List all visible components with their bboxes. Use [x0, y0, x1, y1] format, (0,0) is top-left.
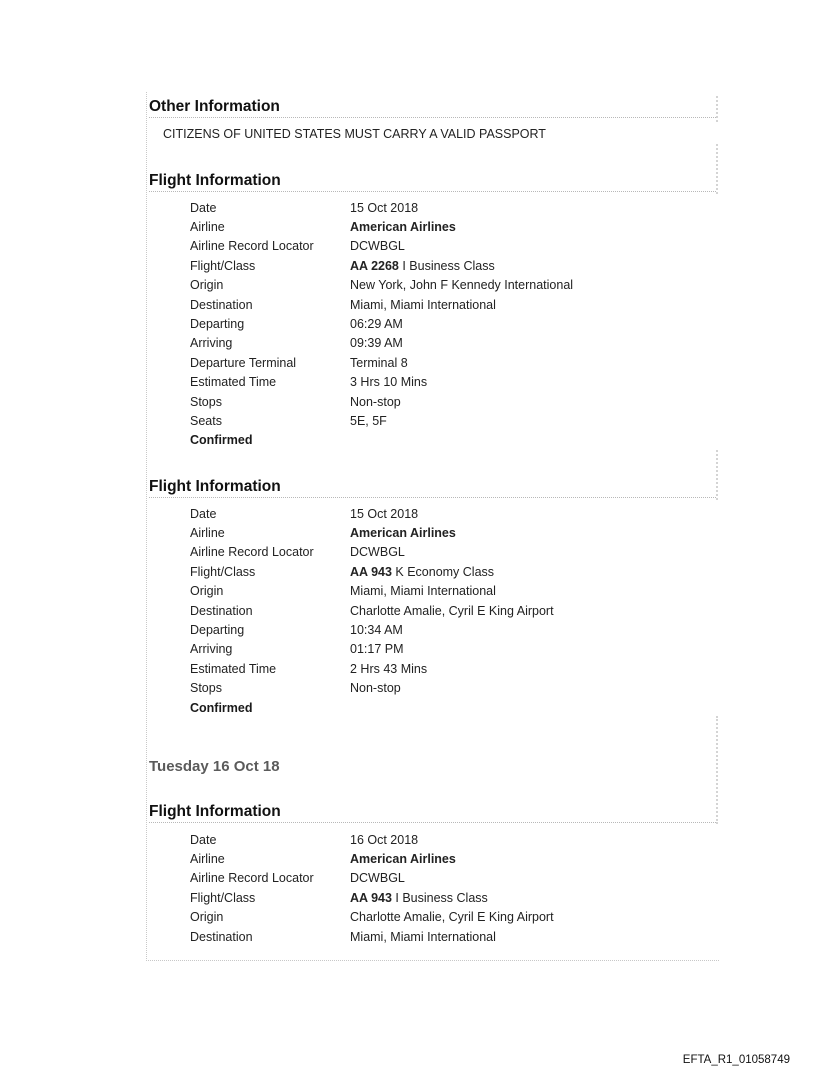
cabin-class: K Economy Class	[391, 564, 495, 579]
locator-row	[190, 543, 710, 562]
destination-row	[190, 295, 710, 314]
flight-information-title: Flight Information	[149, 803, 716, 823]
stops-row	[190, 392, 710, 411]
locator-value: DCWBGL	[350, 545, 405, 560]
airline-value: American Airlines	[350, 526, 456, 541]
flight-number: AA 2268	[350, 258, 399, 273]
status-confirmed: Confirmed	[190, 433, 253, 448]
date-label: Date	[190, 506, 217, 521]
flight-class-value	[350, 891, 710, 905]
arriving-row	[190, 334, 710, 353]
flight-class-label: Flight/Class	[190, 890, 256, 905]
arriving-label: Arriving	[190, 642, 233, 657]
arriving-value: 09:39 AM	[350, 336, 403, 351]
origin-label: Origin	[190, 910, 224, 925]
estimated-time-row	[190, 659, 710, 678]
origin-label: Origin	[190, 584, 224, 599]
origin-value: Miami, Miami International	[350, 584, 496, 599]
flight-details-3	[190, 830, 710, 946]
origin-row	[190, 582, 710, 601]
airline-label: Airline	[190, 220, 225, 235]
date-label: Date	[190, 832, 217, 847]
airline-row	[190, 849, 710, 868]
locator-row	[190, 237, 710, 256]
airline-value: American Airlines	[350, 220, 456, 235]
day-heading: Tuesday 16 Oct 18	[149, 758, 280, 775]
airline-value: American Airlines	[350, 852, 456, 867]
locator-value: DCWBGL	[350, 239, 405, 254]
terminal-value: Terminal 8	[350, 355, 408, 370]
departing-label: Departing	[190, 623, 245, 638]
divider	[716, 144, 718, 194]
flight-class-row	[190, 888, 710, 907]
date-value: 15 Oct 2018	[350, 506, 419, 521]
stops-row	[190, 679, 710, 698]
date-value: 16 Oct 2018	[350, 832, 419, 847]
date-row	[190, 830, 710, 849]
destination-label: Destination	[190, 929, 253, 944]
flight-class-value	[350, 565, 710, 579]
flight-class-label: Flight/Class	[190, 258, 256, 273]
locator-value: DCWBGL	[350, 871, 405, 886]
flight-class-row	[190, 256, 710, 275]
origin-row	[190, 276, 710, 295]
flight-information-title: Flight Information	[149, 478, 716, 498]
airline-label: Airline	[190, 852, 225, 867]
flight-class-value	[350, 259, 710, 273]
departing-label: Departing	[190, 317, 245, 332]
flight-number: AA 943	[350, 890, 392, 905]
departing-row	[190, 620, 710, 639]
airline-row	[190, 217, 710, 236]
passport-notice: CITIZENS OF UNITED STATES MUST CARRY A VALID PASSPORT	[163, 127, 546, 141]
locator-row	[190, 869, 710, 888]
destination-row	[190, 927, 710, 946]
airline-row	[190, 523, 710, 542]
date-value: 15 Oct 2018	[350, 200, 419, 215]
divider	[716, 450, 718, 500]
flight-details-1	[190, 198, 710, 450]
departing-row	[190, 314, 710, 333]
seats-row	[190, 411, 710, 430]
divider	[716, 716, 718, 824]
flight-number: AA 943	[350, 564, 392, 579]
origin-value: Charlotte Amalie, Cyril E King Airport	[350, 910, 554, 925]
estimated-time-label: Estimated Time	[190, 375, 277, 390]
origin-value: New York, John F Kennedy International	[350, 278, 574, 293]
departing-value: 10:34 AM	[350, 623, 403, 638]
destination-label: Destination	[190, 603, 253, 618]
origin-label: Origin	[190, 278, 224, 293]
date-label: Date	[190, 200, 217, 215]
departing-value: 06:29 AM	[350, 317, 403, 332]
cabin-class: I Business Class	[391, 890, 488, 905]
status-confirmed: Confirmed	[190, 700, 253, 715]
arriving-value: 01:17 PM	[350, 642, 404, 657]
seats-value: 5E, 5F	[350, 413, 387, 428]
estimated-time-value: 3 Hrs 10 Mins	[350, 375, 428, 390]
divider	[716, 96, 718, 122]
flight-information-title: Flight Information	[149, 172, 716, 192]
flight-details-2	[190, 504, 710, 717]
locator-label: Airline Record Locator	[190, 239, 314, 254]
document-id: EFTA_R1_01058749	[682, 1054, 790, 1066]
terminal-label: Departure Terminal	[190, 355, 297, 370]
seats-label: Seats	[190, 413, 222, 428]
estimated-time-label: Estimated Time	[190, 661, 277, 676]
estimated-time-value: 2 Hrs 43 Mins	[350, 661, 428, 676]
date-row	[190, 198, 710, 217]
destination-value: Charlotte Amalie, Cyril E King Airport	[350, 603, 554, 618]
stops-value: Non-stop	[350, 394, 401, 409]
locator-label: Airline Record Locator	[190, 871, 314, 886]
stops-label: Stops	[190, 394, 222, 409]
date-row	[190, 504, 710, 523]
terminal-row	[190, 353, 710, 372]
stops-value: Non-stop	[350, 681, 401, 696]
airline-label: Airline	[190, 526, 225, 541]
destination-value: Miami, Miami International	[350, 929, 496, 944]
destination-value: Miami, Miami International	[350, 297, 496, 312]
arriving-row	[190, 640, 710, 659]
cabin-class: I Business Class	[398, 258, 495, 273]
flight-class-row	[190, 562, 710, 581]
other-information-title: Other Information	[149, 98, 716, 118]
flight-class-label: Flight/Class	[190, 564, 256, 579]
destination-row	[190, 601, 710, 620]
destination-label: Destination	[190, 297, 253, 312]
stops-label: Stops	[190, 681, 222, 696]
arriving-label: Arriving	[190, 336, 233, 351]
origin-row	[190, 908, 710, 927]
estimated-time-row	[190, 373, 710, 392]
locator-label: Airline Record Locator	[190, 545, 314, 560]
